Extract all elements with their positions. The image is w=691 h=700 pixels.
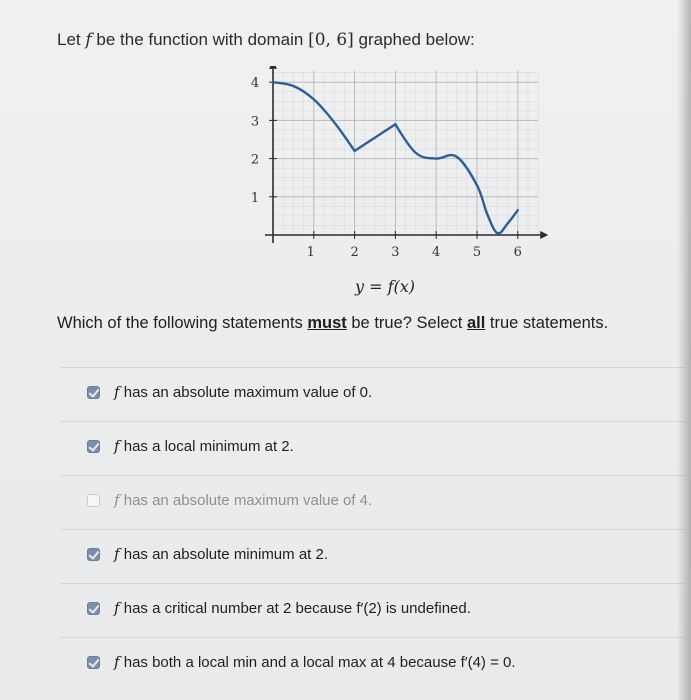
- function-graph: [240, 66, 550, 272]
- prompt-domain: [0, 6]: [308, 30, 354, 50]
- curve-point: [334, 122, 335, 123]
- prompt-middle: be the function with domain: [91, 30, 309, 49]
- curve-point: [476, 185, 477, 186]
- answer-option-label: f has a critical number at 2 because f′(2) is undefined.: [114, 599, 471, 617]
- y-tick-label: 2: [250, 152, 260, 168]
- question-before: Which of the following statements: [57, 314, 308, 332]
- answer-option-6[interactable]: [60, 637, 685, 691]
- screen-edge-shadow: [677, 0, 691, 700]
- curve-point: [395, 124, 396, 125]
- x-tick-label: 2: [350, 245, 359, 260]
- question-emphasis-must: must: [307, 314, 347, 332]
- x-tick-label: 1: [306, 245, 315, 260]
- question-middle: be true? Select: [346, 314, 467, 332]
- curve-point: [415, 152, 416, 153]
- prompt-function-name: f: [85, 30, 92, 50]
- prompt-after: graphed below:: [353, 30, 475, 49]
- checkbox-checked-icon[interactable]: [87, 548, 100, 561]
- answer-option-3[interactable]: [60, 475, 685, 529]
- answer-option-5[interactable]: [60, 583, 685, 637]
- curve-point: [354, 150, 355, 151]
- answer-option-label: f has an absolute minimum at 2.: [114, 545, 329, 563]
- curve-point: [487, 213, 488, 214]
- checkbox-checked-icon[interactable]: [87, 602, 100, 615]
- x-tick-label: 6: [513, 245, 522, 260]
- graph-caption: y = f(x): [355, 277, 416, 296]
- question-emphasis-all: all: [466, 314, 486, 332]
- checkbox-checked-icon[interactable]: [87, 440, 100, 453]
- answer-option-label: f has a local minimum at 2.: [114, 437, 294, 455]
- x-tick-label: 5: [472, 245, 482, 260]
- curve-point: [272, 82, 273, 83]
- y-tick-label: 1: [250, 190, 260, 206]
- answer-option-2[interactable]: [60, 421, 685, 475]
- question-text: [57, 314, 608, 333]
- prompt-text: [57, 30, 475, 50]
- prompt-before: Let: [57, 30, 86, 49]
- curve-point: [497, 232, 498, 233]
- checkbox-checked-icon[interactable]: [87, 656, 100, 669]
- answer-option-label: f has an absolute maximum value of 0.: [114, 383, 373, 401]
- y-tick-label: 3: [250, 114, 260, 130]
- curve-point: [456, 156, 457, 157]
- answer-option-1[interactable]: [60, 367, 685, 421]
- y-tick-label: 4: [250, 76, 260, 92]
- answer-option-label: f has an absolute maximum value of 4.: [114, 491, 373, 509]
- checkbox-checked-icon[interactable]: [87, 386, 100, 399]
- x-tick-label: 4: [432, 245, 441, 260]
- x-axis-arrow-icon: [540, 231, 548, 239]
- checkbox-unchecked-icon[interactable]: [87, 494, 100, 507]
- curve-point: [293, 85, 294, 86]
- curve-point: [517, 210, 518, 211]
- y-axis-arrow-icon: [269, 66, 277, 69]
- curve-point: [436, 158, 437, 159]
- x-tick-label: 3: [391, 245, 400, 260]
- answer-option-4[interactable]: [60, 529, 685, 583]
- curve-point: [507, 223, 508, 224]
- curve-point: [374, 137, 375, 138]
- question-after: true statements.: [485, 314, 609, 332]
- answer-option-label: f has both a local min and a local max at 4 because f′(4) = 0.: [114, 653, 516, 671]
- curve-point: [313, 99, 314, 100]
